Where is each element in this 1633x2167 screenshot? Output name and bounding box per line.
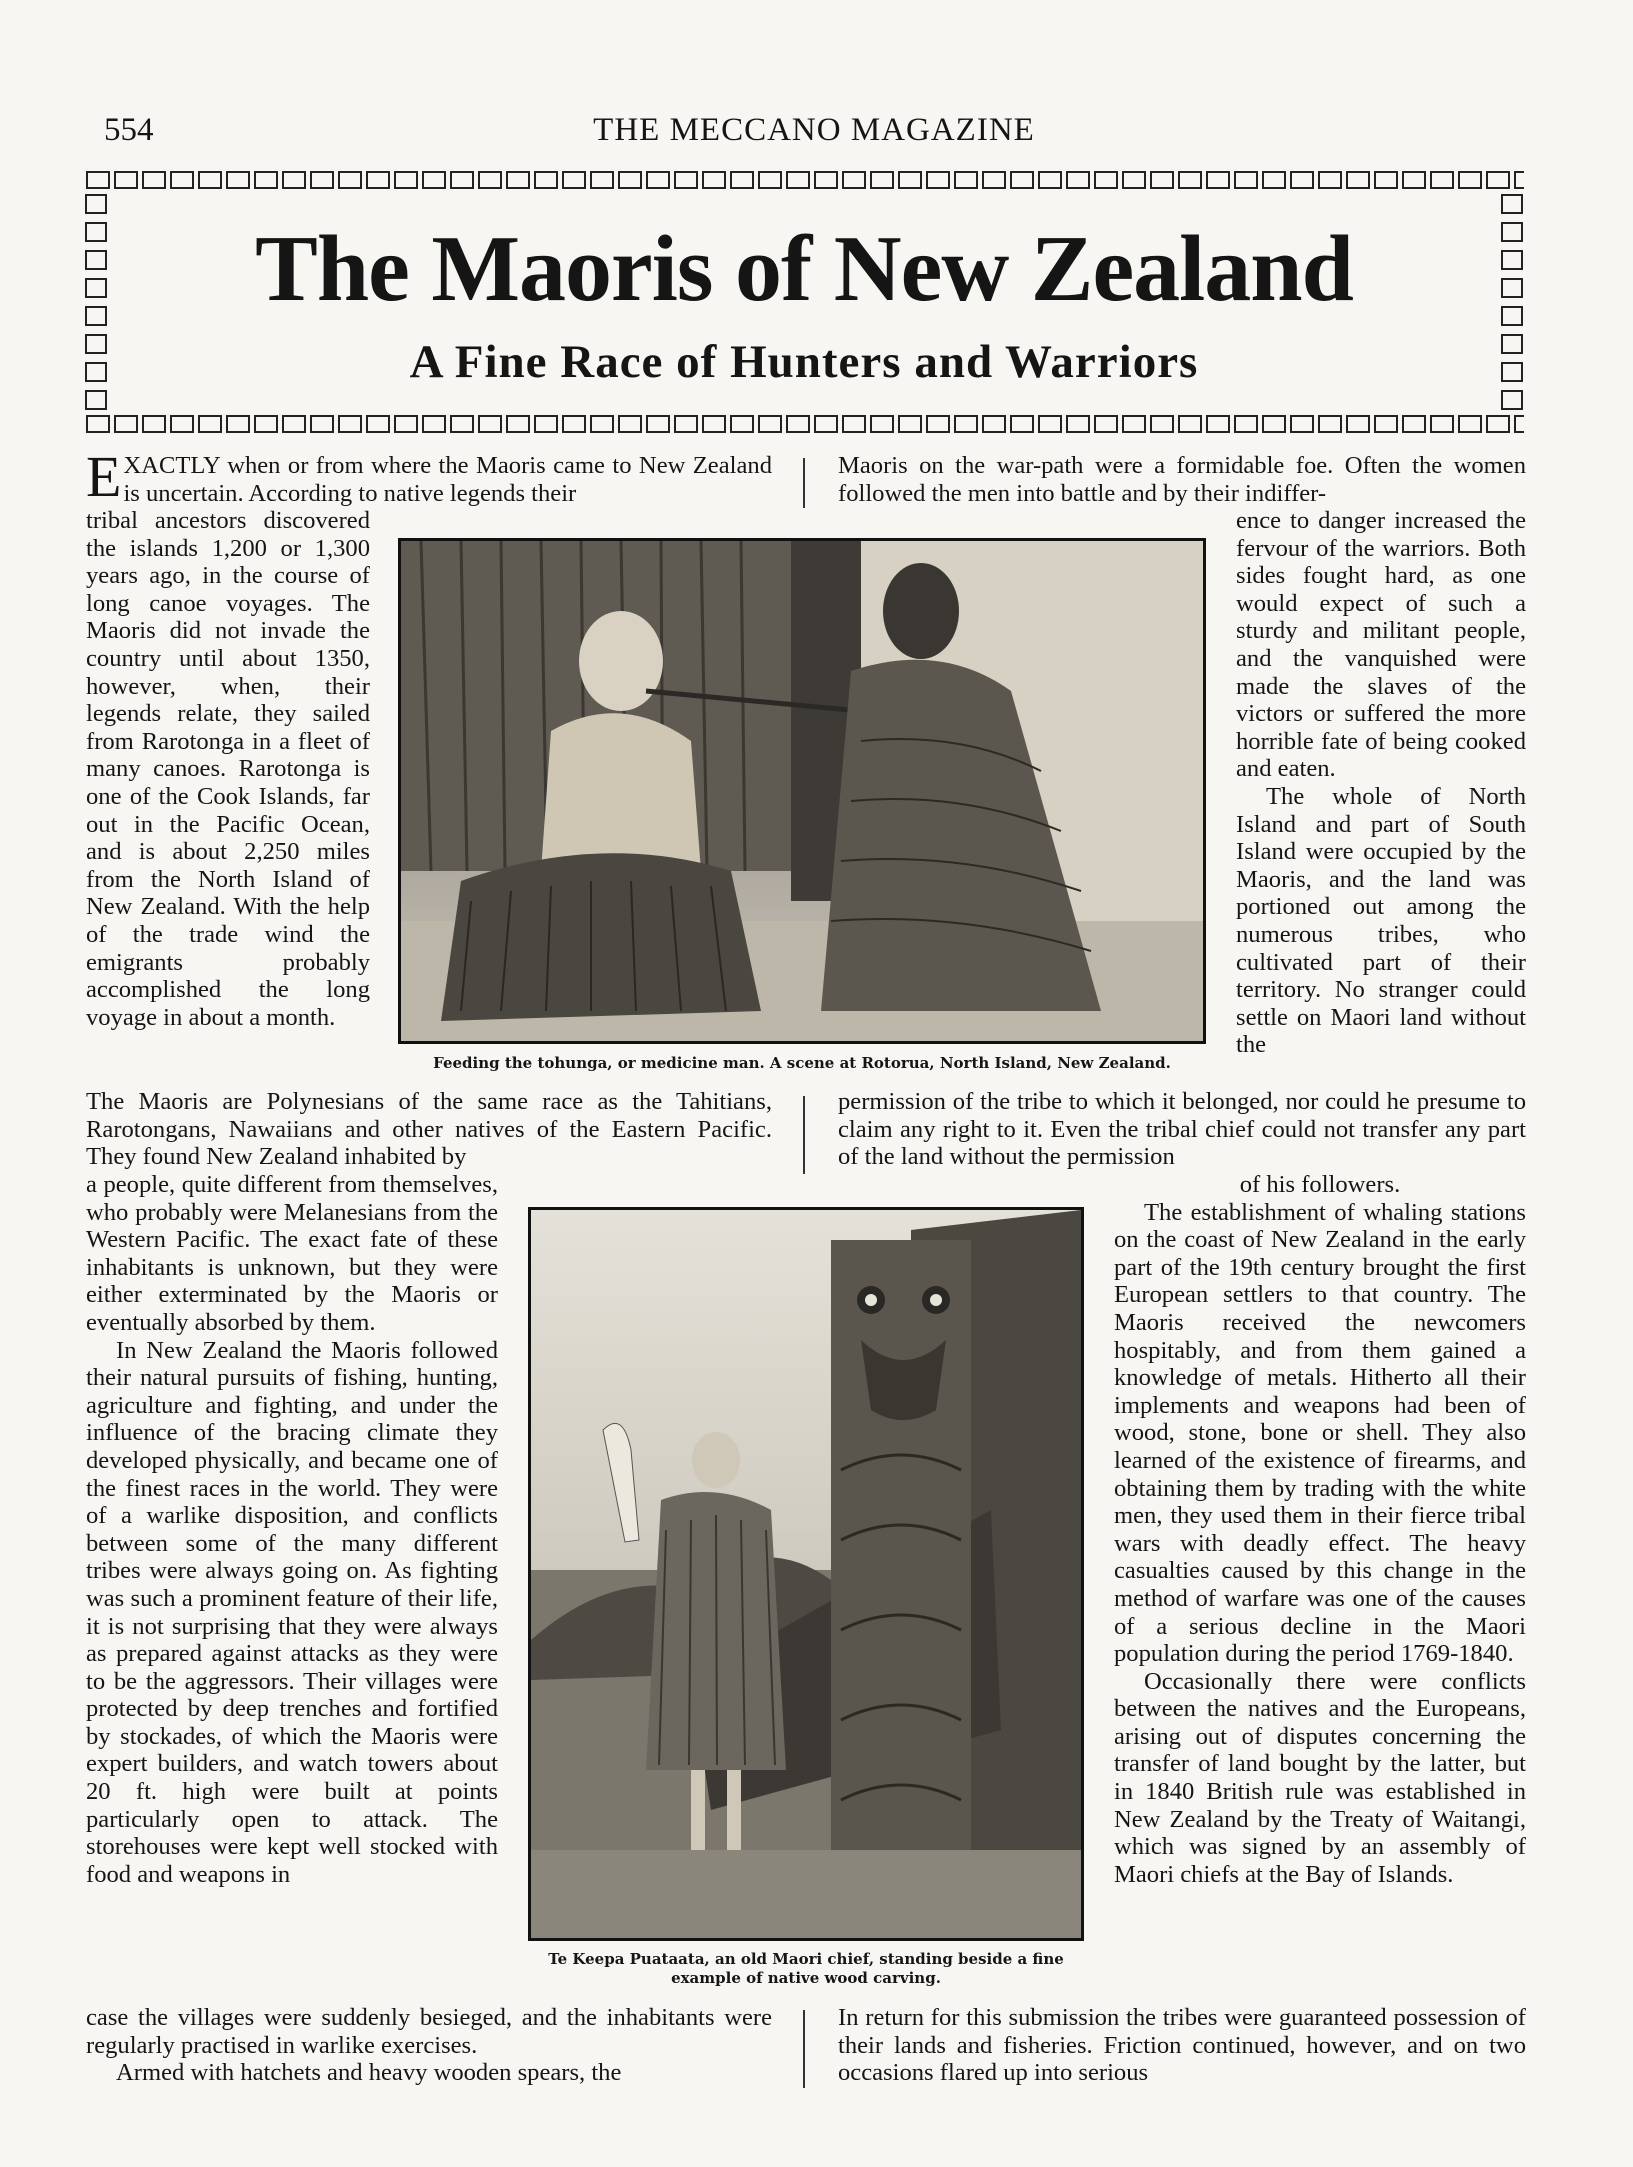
paragraph-left-column: a people, quite different from themselves, who probably were Melanesians from the Western Pacific. The exact fate of these inhabitants is unknown, but they were either exterminated by the Maoris or eventually absorbed by them. In New Zealand the Maoris followed their natural pursuits of fishing, hunting, agriculture and fighting, and under the influence of the bracing climate they developed physically, and became one of the finest races in the world. They were of a warlike disposition, and conflicts between some of the many different tribes were always going on. As fighting was such a prominent feature of their life, it is not surprising that they were always as prepared against attacks as they were to be the aggressors. Their villages were protected by deep trenches and fortified by stockades, of which the Maoris were expert builders, and watch towers about 20 ft. high were built at points particularly open to attack. The storehouses were kept well stocked with food and weapons in <box>86 1171 498 1888</box>
drop-cap: E <box>86 444 122 509</box>
paragraph-r1-top: Maoris on the war-path were a formidable foe. Often the women followed the men into battle and by their indiffer- <box>838 452 1526 507</box>
title-frame-left <box>84 190 108 414</box>
page-header <box>104 112 1524 158</box>
figure-maori-chief <box>528 1207 1084 1941</box>
paragraph-right-column: of his followers. The establishment of whaling stations on the coast of New Zealand in the early part of the 19th century brought the first European settlers to that country. The Maoris received the newcomers hospitably, and from them gained a knowledge of metals. Hitherto all their implements and weapons had been of wood, stone, bone or shell. They also learned of the existence of firearms, and obtaining them by trading with the white men, they used them in their fierce tribal wars with deadly effect. The heavy casualties caused by this change in the method of warfare was one of the causes of a serious decline in the Maori population during the period 1769-1840. Occasionally there were conflicts between the natives and the Europeans, arising out of disputes concerning the transfer of land bought by the latter, but in 1840 British rule was established in New Zealand by the Treaty of Waitangi, which was signed by an assembly of Maori chiefs at the Bay of Islands. <box>1114 1171 1526 1888</box>
page-number: 554 <box>104 112 154 148</box>
title-frame-bottom <box>84 414 1524 434</box>
photo-chief-image <box>531 1210 1081 1938</box>
figure-1-caption: Feeding the tohunga, or medicine man. A scene at Rotorua, North Island, New Zealand. <box>433 1054 1171 1072</box>
photo-tohunga-image <box>401 541 1203 1041</box>
column-rule <box>803 1096 805 1174</box>
paragraph-r2-band: permission of the tribe to which it belonged, nor could he presume to claim any right to it. Even the tribal chief could not transfer any part of the land without the permission <box>838 1088 1526 1171</box>
column-rule <box>803 2010 805 2088</box>
column-rule <box>803 458 805 508</box>
paragraph-r1-right: ence to danger increased the fervour of the warriors. Both sides fought hard, as one would expect of such a sturdy and militant people, and the vanquished were made the slaves of the victors or suffered the more horrible fate of being cooked and eaten. The whole of North Island and part of South Island were occupied by the Maoris, and the land was portioned out among the numerous tribes, who cultivated part of their territory. No stranger could settle on Maori land without the <box>1236 507 1526 1059</box>
paragraph-2-band: The Maoris are Polynesians of the same race as the Tahitians, Rarotongans, Nawaiians and other natives of the Eastern Pacific. They found New Zealand inhabited by <box>86 1088 772 1171</box>
figure-2-caption: Te Keepa Puataata, an old Maori chief, standing beside a fine example of native wood carving. <box>548 1950 1064 1987</box>
figure-feeding-tohunga <box>398 538 1206 1044</box>
paragraph-bottom-right: In return for this submission the tribes were guaranteed possession of their lands and fisheries. Friction continued, however, and on two occasions flared up into serious <box>838 2004 1526 2087</box>
title-frame-right <box>1500 190 1524 414</box>
article-title: The Maoris of New Zealand <box>255 217 1353 321</box>
magazine-title: THE MECCANO MAGAZINE <box>593 112 1035 148</box>
paragraph-bottom-left: case the villages were suddenly besieged, and the inhabitants were regularly practised in warlike exercises. Armed with hatchets and heavy wooden spears, the <box>86 2004 772 2087</box>
title-frame-top <box>84 170 1524 190</box>
paragraph-1-left: tribal ancestors discovered the islands 1,200 or 1,300 years ago, in the course of long canoe voyages. The Maoris did not invade the country until about 1350, however, when, their legends relate, they sailed from Rarotonga in a fleet of many canoes. Rarotonga is one of the Cook Islands, far out in the Pacific Ocean, and is about 2,250 miles from the North Island of New Zealand. With the help of the trade wind the emigrants probably accomplished the long voyage in about a month. <box>86 507 370 1031</box>
paragraph-1-top: EXACTLY when or from where the Maoris came to New Zealand is uncertain. According to native legends their <box>86 444 772 509</box>
article-subtitle: A Fine Race of Hunters and Warriors <box>409 336 1199 388</box>
